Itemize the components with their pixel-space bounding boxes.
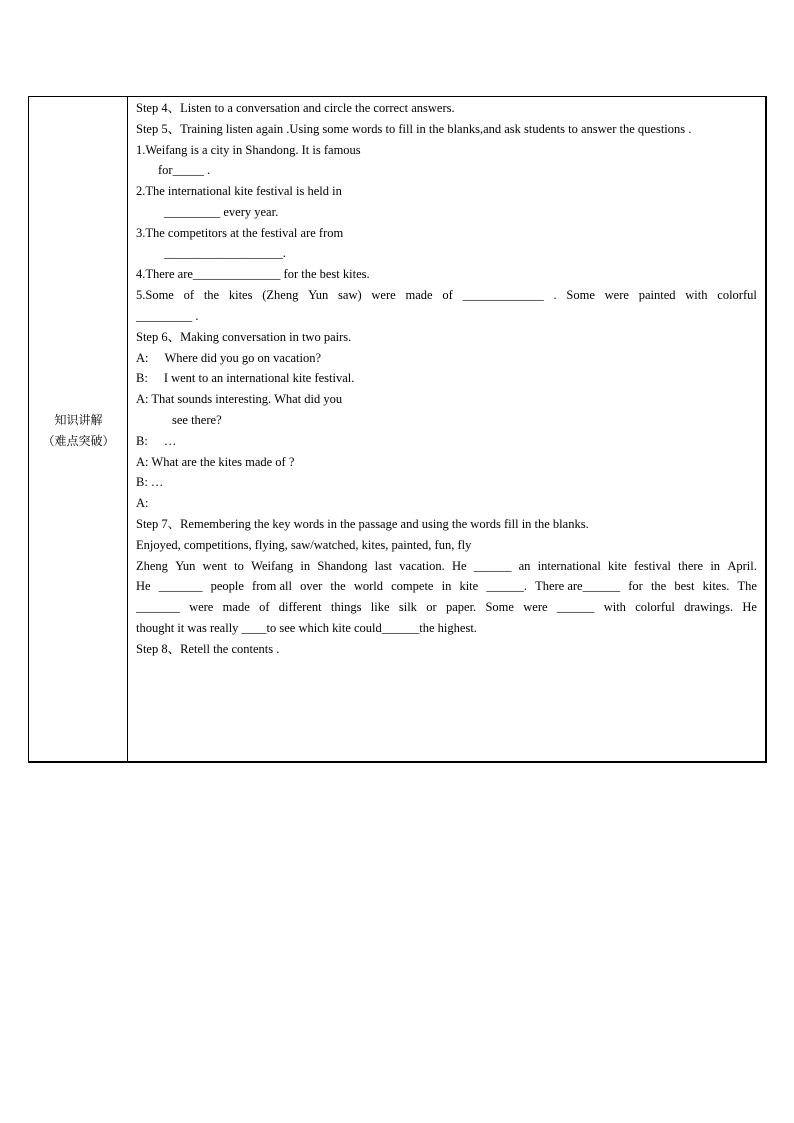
word: _______ [158,579,203,593]
question3-line: 3.The competitors at the festival are from [136,226,344,240]
word: April. [727,559,757,573]
dialog-a2: A: That sounds interesting. What did you [136,392,343,406]
word: painted [638,288,676,302]
section-subtitle: （难点突破） [42,434,115,448]
word: _____________ [462,288,544,302]
word: were [371,288,396,302]
word: were [523,600,548,614]
question3-blank: ___________________. [164,246,286,260]
step8-line: Step 8、Retell the contents . [136,642,280,656]
content-cell [129,97,765,761]
passage-line-3 [136,597,757,618]
word: like [370,600,390,614]
step4-line: Step 4、Listen to a conversation and circle the correct answers. [136,101,455,115]
word: were [189,600,214,614]
speaker-label: A: [136,351,149,365]
dialog-text: I went to an international kite festival. [163,371,355,385]
word: things [330,600,362,614]
step6-line: Step 6、Making conversation in two pairs. [136,330,352,344]
word: He [451,559,467,573]
word: Shandong [317,559,368,573]
word: kite [459,579,479,593]
word: from all [252,579,292,593]
word: Weifang [251,559,294,573]
dialog-b1 [136,368,757,389]
word: an [518,559,531,573]
step5-line: Step 5、Training listen again .Using some words to fill in the blanks,and ask students to answer the questions . [136,122,692,136]
word: ______. [486,579,527,593]
word: paper. [445,600,477,614]
word: in [710,559,721,573]
word: people [210,579,244,593]
word: over [300,579,323,593]
passage-line-1 [136,556,757,577]
word: He [742,600,757,614]
word: The [737,579,757,593]
word: He [136,579,151,593]
word: _______ [136,600,180,614]
word: went [202,559,227,573]
word: last [374,559,393,573]
word: Yun [175,559,196,573]
word: the [203,288,220,302]
word: in [441,579,452,593]
word: festival [634,559,671,573]
dialog-a2-cont: see there? [172,413,222,427]
word: international [537,559,601,573]
word: there [678,559,704,573]
word: kites. [702,579,730,593]
word: the [330,579,346,593]
dialog-text: Where did you go on vacation? [164,351,322,365]
dialog-text: … [163,434,177,448]
word: of [183,288,195,302]
word: made [222,600,250,614]
word: in [300,559,311,573]
word: of [259,600,270,614]
question1-blank: for_____ . [158,163,211,177]
section-label-cell [29,97,128,761]
word: to [234,559,244,573]
word: colorful [717,288,757,302]
word: or [426,600,437,614]
word: kites [228,288,253,302]
word: kite [608,559,627,573]
word: Some [485,600,514,614]
word: saw) [338,288,362,302]
question5-line [136,285,757,306]
dialog-a1 [136,348,757,369]
question5-blank: _________ . [136,309,199,323]
section-label [29,410,128,452]
speaker-label: B: [136,434,148,448]
word: (Zheng [262,288,299,302]
word: different [278,600,322,614]
word: Yun [308,288,329,302]
word: drawings. [684,600,734,614]
question4-line: 4.There are______________ for the best kites. [136,267,370,281]
word: the [650,579,667,593]
passage-line-4: thought it was really ____to see which kite could______the highest. [136,621,477,635]
word: made [405,288,433,302]
word: . [553,288,557,302]
word: best [674,579,695,593]
question2-line: 2.The international kite festival is held in [136,184,342,198]
word: for [628,579,643,593]
word: compete [391,579,434,593]
word: with [685,288,708,302]
word: Some [566,288,595,302]
word: colorful [635,600,675,614]
dialog-b2 [136,431,757,452]
word: 5.Some [136,288,174,302]
question2-blank: _________ every year. [164,205,279,219]
word: ______ [473,559,512,573]
speaker-label: B: [136,371,148,385]
step7-line: Step 7、Remembering the key words in the passage and using the words fill in the blanks. [136,517,589,531]
word-bank: Enjoyed, competitions, flying, saw/watched, kites, painted, fun, fly [136,538,472,552]
word: were [604,288,629,302]
word: vacation. [399,559,445,573]
lesson-table [28,96,767,763]
word: of [442,288,453,302]
dialog-b3: B: … [136,475,164,489]
word: There are______ [535,579,621,593]
word: Zheng [136,559,168,573]
word: with [603,600,626,614]
passage-line-2 [136,576,757,597]
word: world [353,579,383,593]
dialog-a3: A: What are the kites made of ? [136,455,295,469]
word: ______ [556,600,595,614]
dialog-a4: A: [136,496,149,510]
word: silk [398,600,417,614]
section-title: 知识讲解 [54,413,103,427]
question1-line: 1.Weifang is a city in Shandong. It is famous [136,143,361,157]
